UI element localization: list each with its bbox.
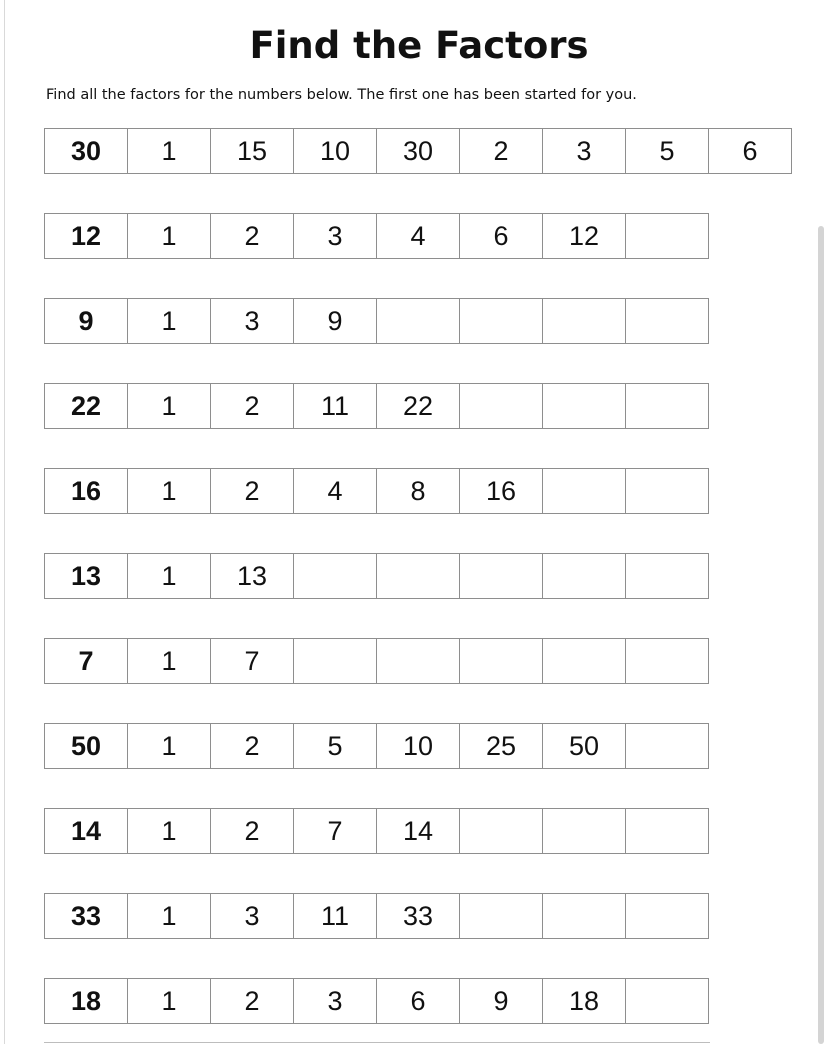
- factor-cell[interactable]: [625, 978, 709, 1024]
- factor-cell[interactable]: [542, 893, 626, 939]
- factor-cell[interactable]: 2: [210, 383, 294, 429]
- factor-cell[interactable]: 3: [210, 298, 294, 344]
- factor-row: [44, 128, 792, 174]
- factor-cell[interactable]: 1: [127, 808, 211, 854]
- page-divider: [44, 1042, 710, 1043]
- factor-cell[interactable]: [625, 638, 709, 684]
- factor-cell[interactable]: 1: [127, 468, 211, 514]
- factor-cell[interactable]: 1: [127, 553, 211, 599]
- factor-cell[interactable]: [459, 298, 543, 344]
- factor-cell[interactable]: [459, 893, 543, 939]
- factor-cell[interactable]: 12: [542, 213, 626, 259]
- factor-cell[interactable]: [542, 553, 626, 599]
- factor-cell[interactable]: [293, 553, 377, 599]
- factor-cell[interactable]: 1: [127, 978, 211, 1024]
- factor-cell[interactable]: 6: [708, 128, 792, 174]
- factor-cell[interactable]: [459, 638, 543, 684]
- factor-cell[interactable]: [625, 468, 709, 514]
- factor-cell[interactable]: 2: [210, 978, 294, 1024]
- worksheet-instructions: Find all the factors for the numbers below. The first one has been started for you.: [46, 87, 637, 103]
- factor-cell[interactable]: 4: [293, 468, 377, 514]
- factor-row: [44, 213, 792, 259]
- factor-cell[interactable]: 2: [210, 723, 294, 769]
- factor-cell[interactable]: 33: [376, 893, 460, 939]
- scrollbar[interactable]: [818, 226, 824, 1044]
- factor-cell[interactable]: 8: [376, 468, 460, 514]
- factor-cell[interactable]: [542, 638, 626, 684]
- factor-cell[interactable]: 9: [459, 978, 543, 1024]
- factor-cell[interactable]: 7: [293, 808, 377, 854]
- factor-cell[interactable]: 6: [376, 978, 460, 1024]
- factor-cell[interactable]: [542, 808, 626, 854]
- factor-cell[interactable]: [376, 553, 460, 599]
- target-number-cell: 14: [44, 808, 128, 854]
- factor-cell[interactable]: [625, 553, 709, 599]
- factor-row: [44, 808, 792, 854]
- factor-cell[interactable]: 30: [376, 128, 460, 174]
- factor-cell[interactable]: 7: [210, 638, 294, 684]
- factor-cell[interactable]: 15: [210, 128, 294, 174]
- factor-cell[interactable]: 5: [293, 723, 377, 769]
- page-edge: [4, 0, 5, 1044]
- factor-cell[interactable]: 6: [459, 213, 543, 259]
- factor-cell[interactable]: [459, 553, 543, 599]
- factor-cell[interactable]: 4: [376, 213, 460, 259]
- factor-cell[interactable]: 11: [293, 893, 377, 939]
- factor-cell[interactable]: 14: [376, 808, 460, 854]
- factor-cell[interactable]: [376, 298, 460, 344]
- factor-cell[interactable]: 1: [127, 383, 211, 429]
- factor-cell[interactable]: 3: [293, 213, 377, 259]
- target-number-cell: 7: [44, 638, 128, 684]
- factor-cell[interactable]: 2: [210, 468, 294, 514]
- target-number-cell: 13: [44, 553, 128, 599]
- factor-cell[interactable]: 1: [127, 128, 211, 174]
- factor-row: [44, 638, 792, 684]
- target-number-cell: 18: [44, 978, 128, 1024]
- factor-cell[interactable]: [459, 808, 543, 854]
- factor-cell[interactable]: [542, 468, 626, 514]
- factor-row: [44, 553, 792, 599]
- target-number-cell: 33: [44, 893, 128, 939]
- factor-cell[interactable]: [625, 298, 709, 344]
- factor-cell[interactable]: 25: [459, 723, 543, 769]
- factor-cell[interactable]: [625, 723, 709, 769]
- factor-cell[interactable]: 2: [459, 128, 543, 174]
- target-number-cell: 16: [44, 468, 128, 514]
- worksheet-title: Find the Factors: [249, 24, 589, 67]
- factor-cell[interactable]: 1: [127, 723, 211, 769]
- factor-row: [44, 723, 792, 769]
- factor-cell[interactable]: [625, 893, 709, 939]
- factor-cell[interactable]: [293, 638, 377, 684]
- factor-cell[interactable]: [459, 383, 543, 429]
- factor-cell[interactable]: [542, 383, 626, 429]
- factor-cell[interactable]: 9: [293, 298, 377, 344]
- factor-cell[interactable]: [542, 298, 626, 344]
- factor-cell[interactable]: 16: [459, 468, 543, 514]
- factor-cell[interactable]: 18: [542, 978, 626, 1024]
- factor-cell[interactable]: 10: [293, 128, 377, 174]
- factor-cell[interactable]: 2: [210, 213, 294, 259]
- factor-cell[interactable]: [625, 213, 709, 259]
- target-number-cell: 30: [44, 128, 128, 174]
- factor-cell[interactable]: 1: [127, 893, 211, 939]
- factor-cell[interactable]: 50: [542, 723, 626, 769]
- factor-cell[interactable]: 3: [293, 978, 377, 1024]
- target-number-cell: 12: [44, 213, 128, 259]
- factor-cell[interactable]: [625, 808, 709, 854]
- factor-cell[interactable]: 10: [376, 723, 460, 769]
- factor-row: [44, 468, 792, 514]
- factor-row: [44, 893, 792, 939]
- factor-row: [44, 383, 792, 429]
- factor-cell[interactable]: 3: [210, 893, 294, 939]
- target-number-cell: 9: [44, 298, 128, 344]
- factor-cell[interactable]: 1: [127, 298, 211, 344]
- factor-row: [44, 298, 792, 344]
- factor-cell[interactable]: 1: [127, 638, 211, 684]
- target-number-cell: 22: [44, 383, 128, 429]
- factor-cell[interactable]: 5: [625, 128, 709, 174]
- factor-row: [44, 978, 792, 1024]
- factor-cell[interactable]: 11: [293, 383, 377, 429]
- target-number-cell: 50: [44, 723, 128, 769]
- factor-cell[interactable]: 3: [542, 128, 626, 174]
- factor-cell[interactable]: 13: [210, 553, 294, 599]
- factor-cell[interactable]: 2: [210, 808, 294, 854]
- factor-cell[interactable]: 22: [376, 383, 460, 429]
- factor-cell[interactable]: [625, 383, 709, 429]
- factor-cell[interactable]: [376, 638, 460, 684]
- factor-table: [44, 128, 792, 1063]
- factor-cell[interactable]: 1: [127, 213, 211, 259]
